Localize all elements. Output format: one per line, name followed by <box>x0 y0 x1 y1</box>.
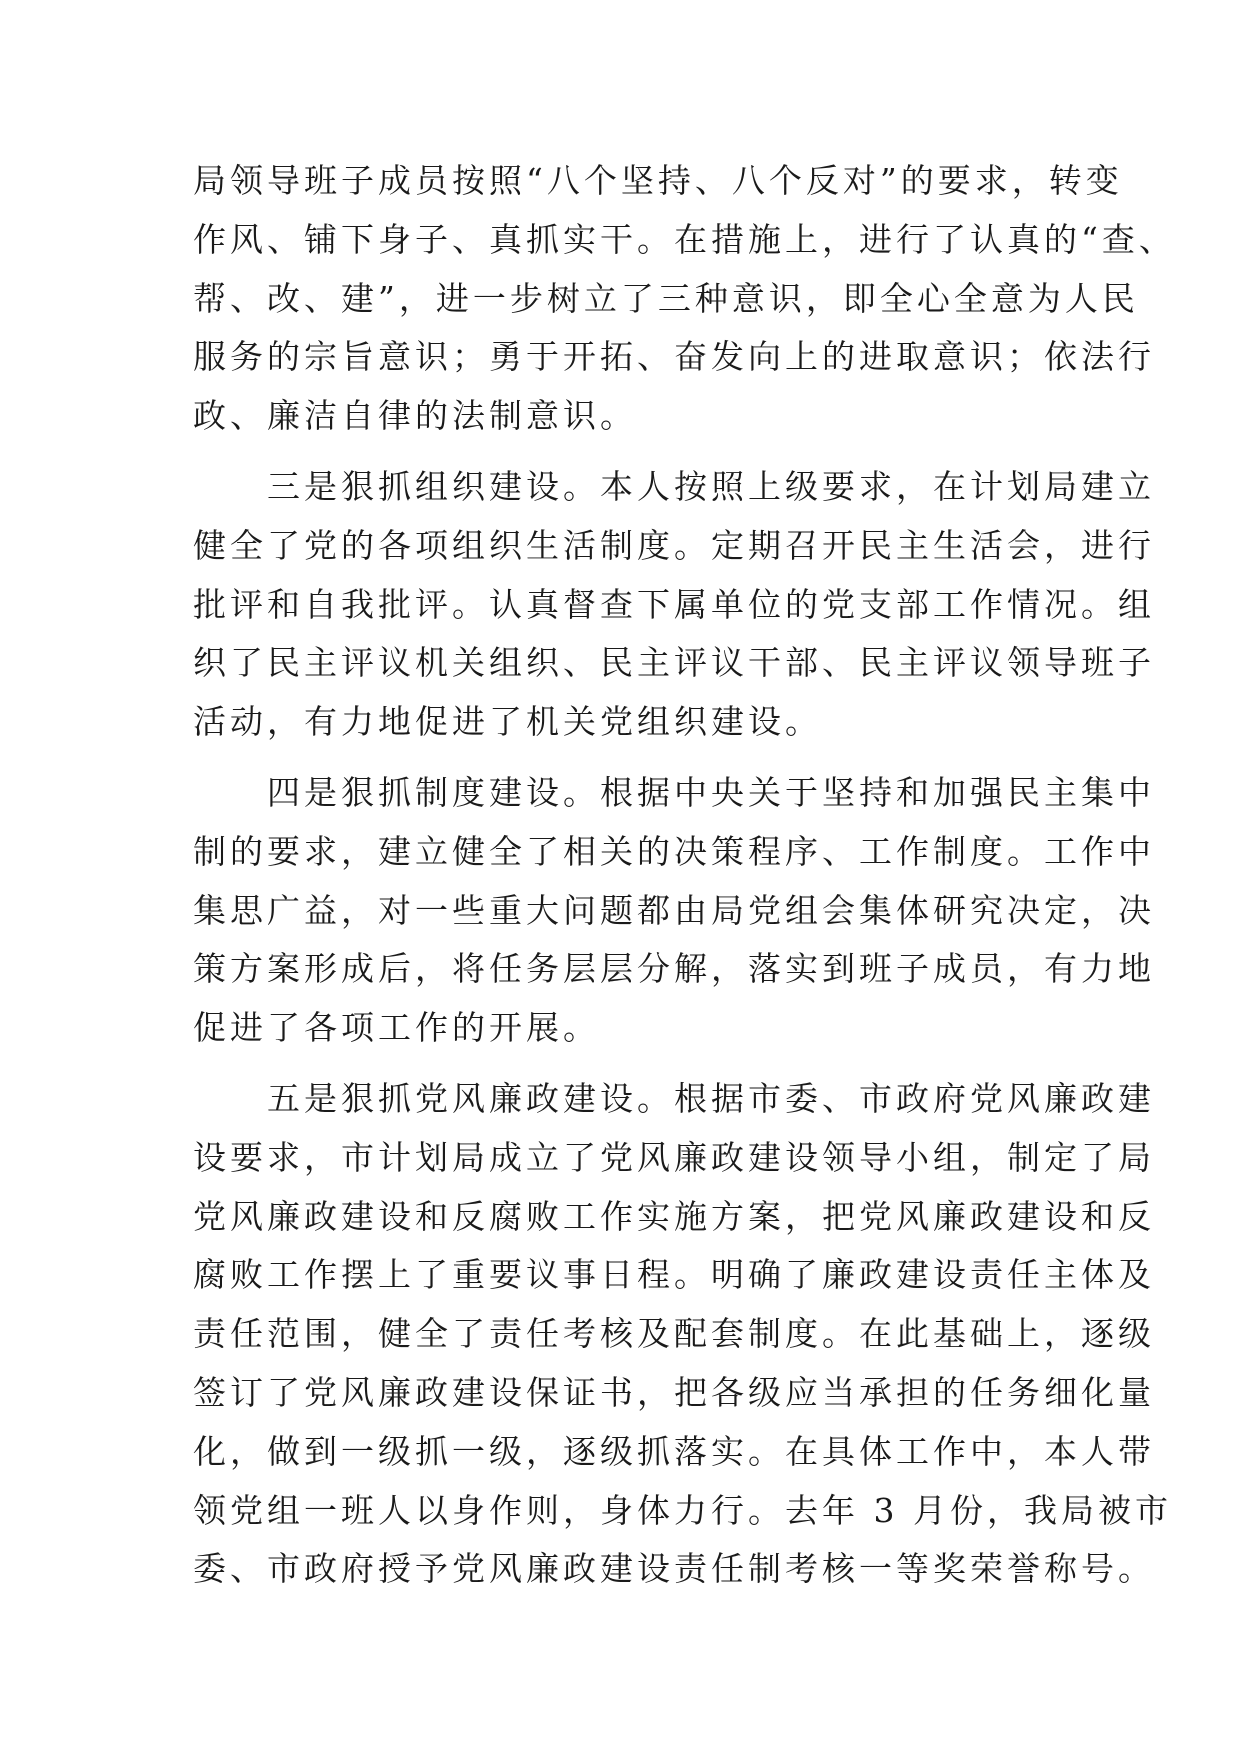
text-line: 活动，有力地促进了机关党组织建设。 <box>193 702 822 742</box>
text-line: 领党组一班人以身作则，身体力行。去年 3 月份，我局被市 <box>193 1490 1172 1530</box>
paragraph-1 <box>193 152 1176 446</box>
text-line: 政、廉洁自律的法制意识。 <box>193 396 637 436</box>
text-line: 五是狠抓党风廉政建设。根据市委、市政府党风廉政建 <box>193 1078 1155 1118</box>
text-line: 设要求，市计划局成立了党风廉政建设领导小组，制定了局 <box>193 1137 1155 1177</box>
text-line: 四是狠抓制度建设。根据中央关于坚持和加强民主集中 <box>193 772 1155 812</box>
text-line: 局领导班子成员按照“八个坚持、八个反对”的要求，转变 <box>193 161 1123 200</box>
text-line: 制的要求，建立健全了相关的决策程序、工作制度。工作中 <box>193 831 1155 871</box>
text-line: 作风、铺下身子、真抓实干。在措施上，进行了认真的“查、 <box>193 219 1176 259</box>
text-line: 帮、改、建”，进一步树立了三种意识，即全心全意为人民 <box>193 278 1139 318</box>
document-body <box>193 152 1176 1599</box>
text-line: 批评和自我批评。认真督查下属单位的党支部工作情况。组 <box>193 584 1155 624</box>
text-line: 化，做到一级抓一级，逐级抓落实。在具体工作中，本人带 <box>193 1431 1155 1471</box>
text-line: 策方案形成后，将任务层层分解，落实到班子成员，有力地 <box>193 949 1155 989</box>
text-line: 委、市政府授予党风廉政建设责任制考核一等奖荣誉称号。 <box>193 1549 1155 1589</box>
text-line: 党风廉政建设和反腐败工作实施方案，把党风廉政建设和反 <box>193 1196 1155 1236</box>
text-line: 腐败工作摆上了重要议事日程。明确了廉政建设责任主体及 <box>193 1255 1155 1295</box>
paragraph-4 <box>193 1070 1172 1599</box>
paragraph-gap <box>193 752 1053 764</box>
text-line: 责任范围，健全了责任考核及配套制度。在此基础上，逐级 <box>193 1314 1155 1354</box>
paragraph-2 <box>193 458 1155 752</box>
text-line: 三是狠抓组织建设。本人按照上级要求，在计划局建立 <box>193 466 1155 506</box>
text-line: 集思广益，对一些重大问题都由局党组会集体研究决定，决 <box>193 890 1155 930</box>
text-line: 签订了党风廉政建设保证书，把各级应当承担的任务细化量 <box>193 1372 1155 1412</box>
paragraph-gap <box>193 446 1053 458</box>
text-line: 织了民主评议机关组织、民主评议干部、民主评议领导班子 <box>193 643 1155 683</box>
paragraph-3 <box>193 764 1155 1058</box>
text-line: 促进了各项工作的开展。 <box>193 1008 600 1048</box>
text-line: 健全了党的各项组织生活制度。定期召开民主生活会，进行 <box>193 525 1155 565</box>
paragraph-gap <box>193 1058 1053 1070</box>
text-line: 服务的宗旨意识；勇于开拓、奋发向上的进取意识；依法行 <box>193 337 1155 377</box>
